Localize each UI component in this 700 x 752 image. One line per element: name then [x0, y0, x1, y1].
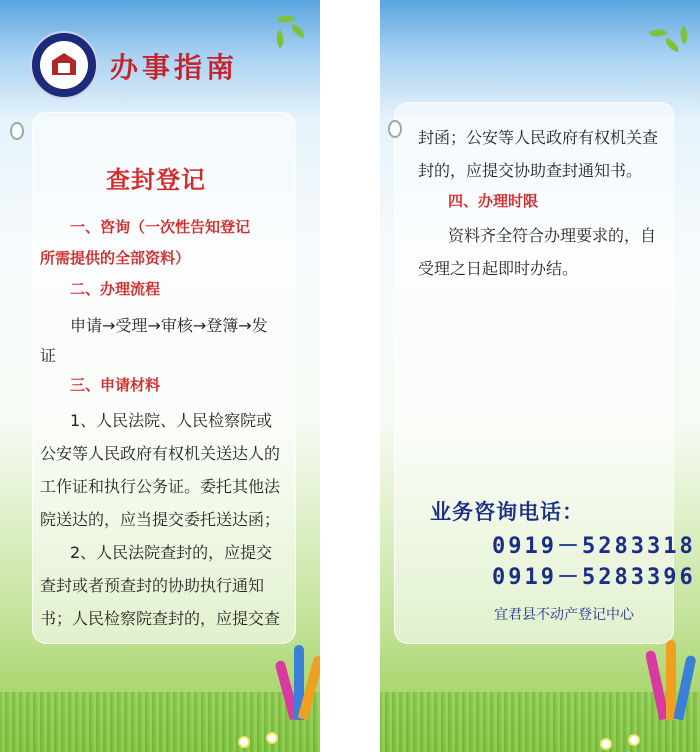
phone-label: 业务咨询电话：: [430, 500, 584, 524]
material-line: 1、人民法院、人民检察院或: [70, 411, 273, 430]
grass-decoration: [0, 692, 320, 752]
section-process: 二、办理流程: [70, 280, 161, 298]
hanging-hole-icon: [10, 122, 24, 140]
section-heading: 查封登记: [106, 166, 206, 194]
right-panel: [380, 0, 700, 752]
leaf-icon: [289, 24, 307, 39]
grass-decoration: [380, 692, 700, 752]
material-line: 查封或者预查封的协助执行通知: [40, 576, 265, 595]
time-limit-line1: 资料齐全符合办理要求的，自: [448, 226, 657, 245]
materials-continued-line2: 封的，应提交协助查封通知书。: [418, 161, 643, 180]
logo-emblem-icon: [30, 31, 98, 99]
material-line: 工作证和执行公务证。委托其他法: [40, 477, 281, 496]
left-panel: [0, 0, 320, 752]
organization-name: 宜君县不动产登记中心: [494, 607, 634, 623]
section-consult-line2: 所需提供的全部资料）: [40, 249, 191, 267]
leaf-icon: [676, 26, 693, 45]
flower-icon: [268, 734, 276, 742]
section-consult-line1: 一、咨询（一次性告知登记: [70, 218, 251, 236]
process-flow-line2: 证: [40, 346, 57, 365]
section-materials: 三、申请材料: [70, 376, 161, 394]
leaf-icon: [272, 30, 289, 49]
flower-icon: [240, 738, 248, 746]
phone-number: 0919－5283396: [492, 565, 696, 590]
page-title: 办事指南: [110, 51, 239, 84]
flower-icon: [602, 740, 610, 748]
leaf-icon: [663, 38, 681, 53]
flower-icon: [630, 736, 638, 744]
time-limit-line2: 受理之日起即时办结。: [418, 259, 579, 278]
material-line: 院送达的，应当提交委托送达函；: [40, 510, 281, 529]
materials-continued-line1: 封函；公安等人民政府有权机关查: [418, 128, 659, 147]
material-line: 2、人民法院查封的，应提交: [70, 543, 273, 562]
process-flow-line1: 申请→受理→审核→登簿→发: [70, 316, 268, 335]
material-line: 书；人民检察院查封的，应提交查: [40, 609, 281, 628]
phone-number: 0919－5283318: [492, 534, 696, 559]
hanging-hole-icon: [388, 120, 402, 138]
material-line: 公安等人民政府有权机关送达人的: [40, 444, 281, 463]
section-time-limit: 四、办理时限: [448, 192, 539, 210]
